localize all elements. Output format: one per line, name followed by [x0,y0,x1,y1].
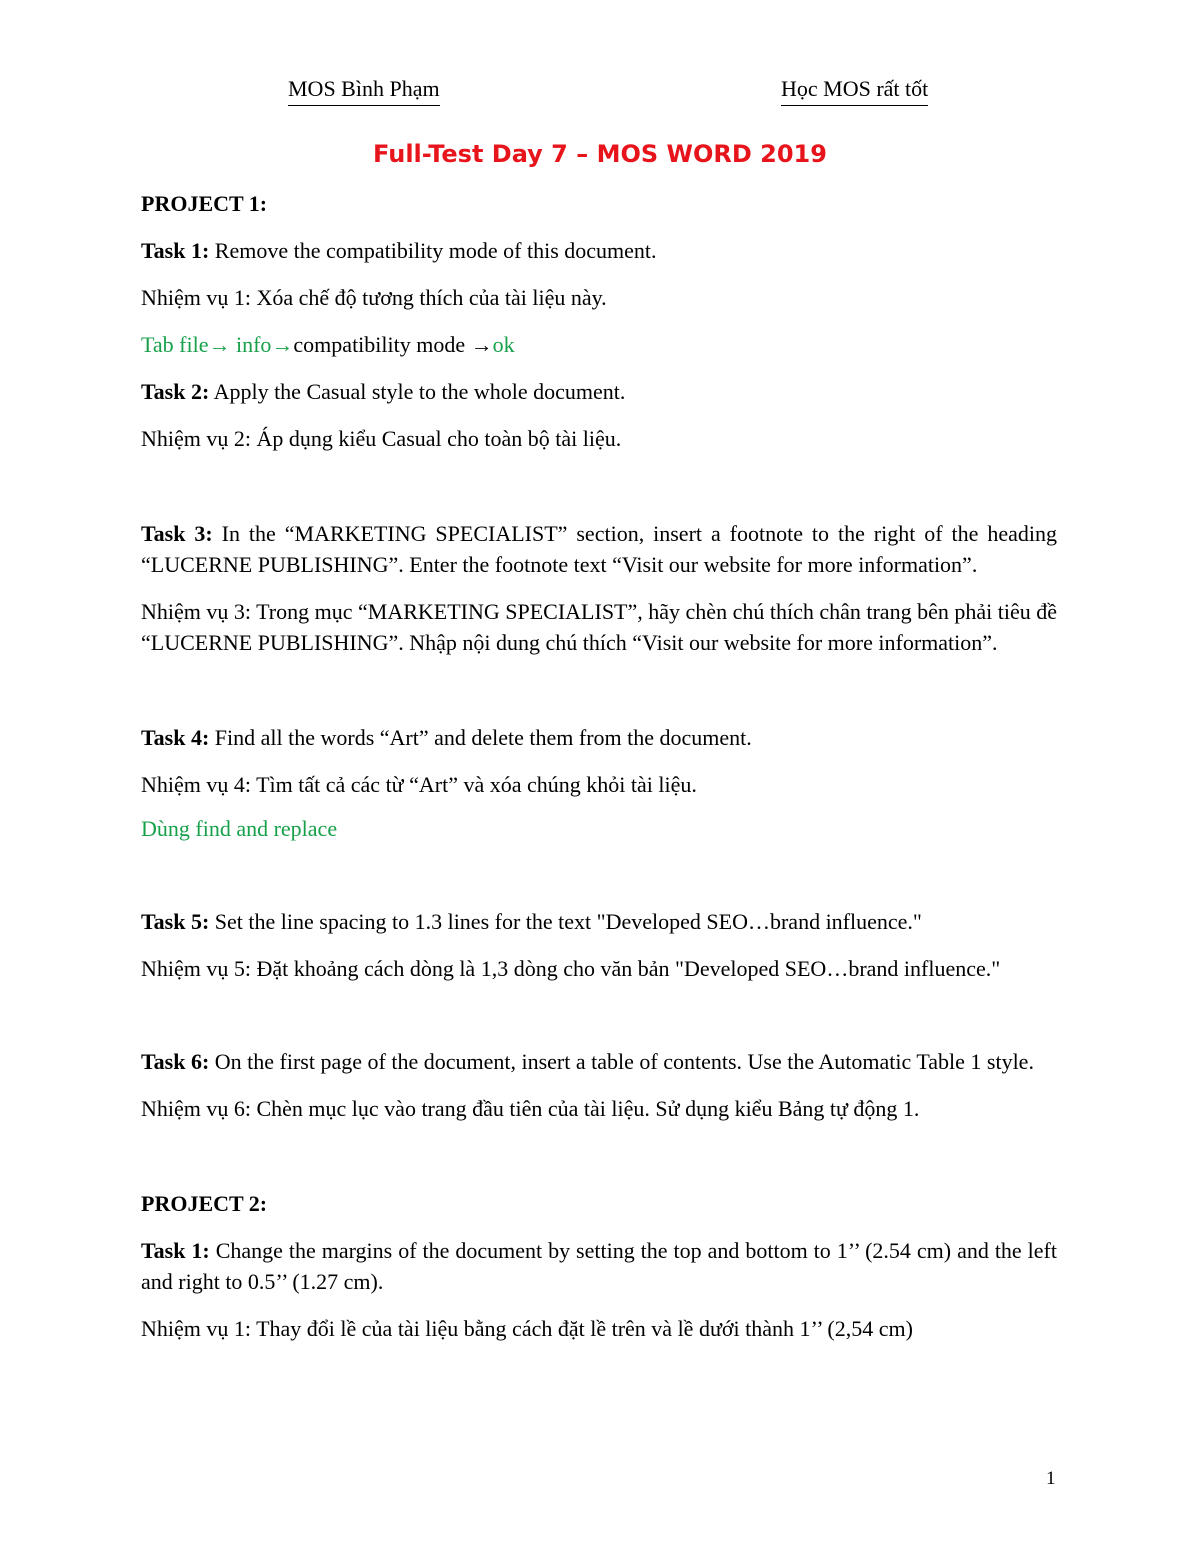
p1-task6-en [141,1046,1057,1077]
task-label: Task 6: [141,1049,210,1074]
project-1-heading: PROJECT 1: [141,191,268,216]
task-text: Remove the compatibility mode of this document. [209,238,657,263]
p1-task3-vi: Nhiệm vụ 3: Trong mục “MARKETING SPECIALIST”, hãy chèn chú thích chân trang bên phải tiêu đề “LUCERNE PUBLISHING”. Nhập nội dung chú thích “Visit our website for more information”. [141,599,1057,655]
p2-task1-en [141,1235,1057,1297]
document-title: Full-Test Day 7 – MOS WORD 2019 [373,140,827,168]
hint-part-b: compatibility mode → [293,332,493,357]
page-number: 1 [1046,1468,1056,1489]
task-text: On the first page of the document, insert a table of contents. Use the Automatic Table 1 style. [209,1049,1034,1074]
task-label: Task 1: [141,1238,210,1263]
header-right-text: Học MOS rất tốt [781,76,928,106]
p1-task4-vi: Nhiệm vụ 4: Tìm tất cả các từ “Art” và xóa chúng khỏi tài liệu. [141,772,697,797]
p1-task6-vi: Nhiệm vụ 6: Chèn mục lục vào trang đầu tiên của tài liệu. Sử dụng kiểu Bảng tự động 1. [141,1096,920,1121]
p1-task5-en [141,906,1057,937]
task-text: Apply the Casual style to the whole document. [209,379,626,404]
task-label: Task 1: [141,238,210,263]
p1-task1-en [141,235,1057,266]
hint-part-c: ok [492,332,515,357]
p1-task3-en [141,518,1057,580]
p1-task2-vi: Nhiệm vụ 2: Áp dụng kiểu Casual cho toàn bộ tài liệu. [141,426,622,451]
task-text: Set the line spacing to 1.3 lines for the text "Developed SEO…brand influence." [209,909,922,934]
task-label: Task 3: [141,521,213,546]
p1-task1-vi: Nhiệm vụ 1: Xóa chế độ tương thích của tài liệu này. [141,285,607,310]
p1-task4-hint: Dùng find and replace [141,816,338,841]
document-body [141,188,1057,1344]
p1-task4-en [141,722,1057,753]
header-left-text: MOS Bình Phạm [288,76,440,106]
task-text: In the “MARKETING SPECIALIST” section, insert a footnote to the right of the heading “LUCERNE PUBLISHING”. Enter the footnote text “Visit our website for more information”. [141,521,1057,577]
p1-task2-en [141,376,1057,407]
hint-part-a: Tab file→ info→ [141,332,294,357]
p2-task1-vi: Nhiệm vụ 1: Thay đổi lề của tài liệu bằng cách đặt lề trên và lề dưới thành 1’’ (2,54 cm) [141,1316,913,1341]
project-2-heading: PROJECT 2: [141,1191,268,1216]
task-label: Task 5: [141,909,210,934]
task-text: Change the margins of the document by setting the top and bottom to 1’’ (2.54 cm) and the left and right to 0.5’’ (1.27 cm). [141,1238,1057,1294]
task-label: Task 2: [141,379,210,404]
task-label: Task 4: [141,725,210,750]
p1-task5-vi: Nhiệm vụ 5: Đặt khoảng cách dòng là 1,3 dòng cho văn bản "Developed SEO…brand influence." [141,956,1001,981]
p1-task1-hint [141,329,1057,360]
task-text: Find all the words “Art” and delete them from the document. [209,725,752,750]
